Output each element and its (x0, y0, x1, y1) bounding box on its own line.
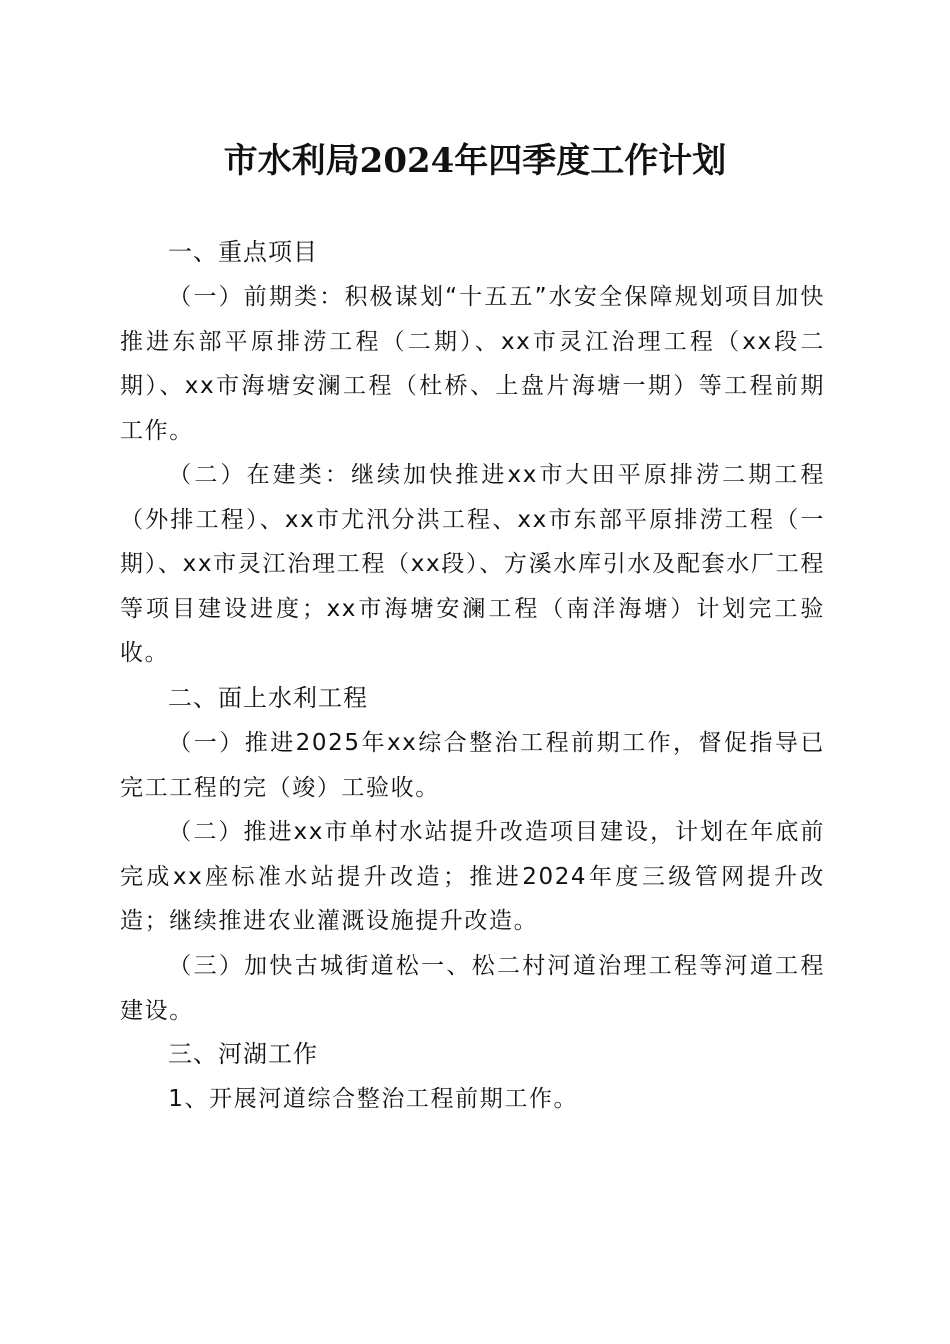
document-title: 市水利局2024年四季度工作计划 (223, 141, 727, 181)
section-heading-rivers-lakes: 三、河湖工作 (168, 1040, 318, 1068)
paragraph-water-station-upgrade: （二）推进xx市单村水站提升改造项目建设，计划在年底前完成xx座标准水站提升改造；推进2024年度三级管网提升改造；继续推进农业灌溉设施提升改造。 (120, 819, 825, 934)
paragraph-comprehensive-renovation: （一）推进2025年xx综合整治工程前期工作，督促指导已完工工程的完（竣）工验收。 (120, 730, 825, 801)
paragraph-river-renovation-preliminary: 1、开展河道综合整治工程前期工作。 (168, 1086, 579, 1112)
paragraph-construction-projects: （二）在建类：继续加快推进xx市大田平原排涝二期工程（外排工程）、xx市尤汛分洪工程、xx市东部平原排涝工程（一期）、xx市灵江治理工程（xx段）、方溪水库引水及配套水厂工程等项目建设进度；xx市海塘安澜工程（南洋海塘）计划完工验收。 (120, 462, 825, 666)
section-heading-key-projects: 一、重点项目 (168, 238, 318, 266)
paragraph-river-engineering: （三）加快古城街道松一、松二村河道治理工程等河道工程建设。 (120, 953, 825, 1024)
section-heading-surface-water-projects: 二、面上水利工程 (168, 684, 368, 712)
paragraph-preliminary-projects: （一）前期类：积极谋划“十五五”水安全保障规划项目加快推进东部平原排涝工程（二期）、xx市灵江治理工程（xx段二期）、xx市海塘安澜工程（杜桥、上盘片海塘一期）等工程前期工作。 (120, 284, 825, 444)
